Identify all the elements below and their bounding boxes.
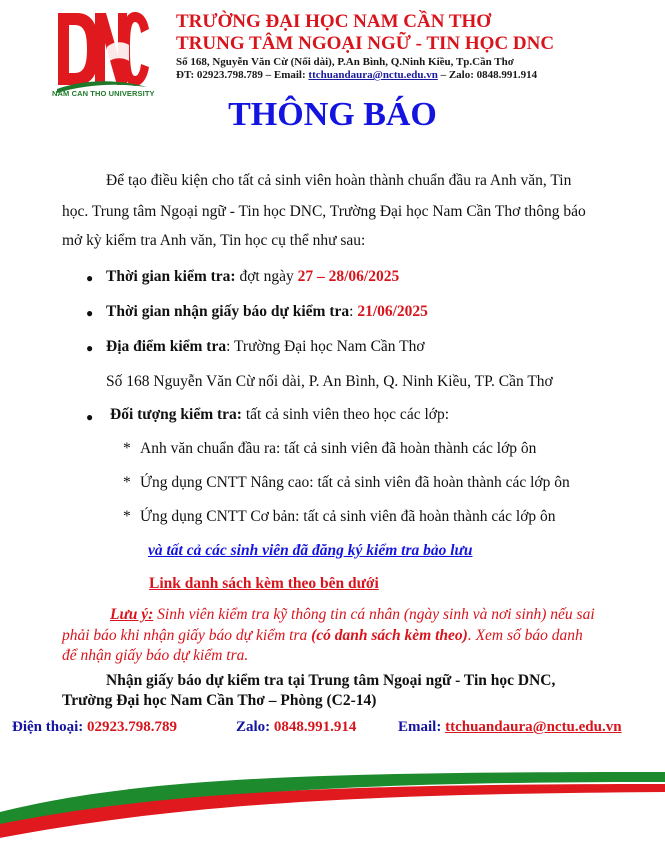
page-title: THÔNG BÁO xyxy=(228,96,437,133)
retake-note: và tất cả các sinh viên đã đăng ký kiểm tra bảo lưu xyxy=(148,542,473,559)
center-address: Số 168, Nguyễn Văn Cừ (Nối dài), P.An Bình, Q.Ninh Kiều, Tp.Cần Thơ xyxy=(176,56,514,68)
zalo-text: – Zalo: 0848.991.914 xyxy=(437,69,538,81)
intro-line-3: mở kỳ kiểm tra Anh văn, Tin học cụ thể như sau: xyxy=(62,232,366,249)
note-line-1: Lưu ý: Sinh viên kiểm tra kỹ thông tin cá nhân (ngày sinh và nơi sinh) nếu sai xyxy=(110,606,595,623)
bullet-icon: ● xyxy=(86,306,94,320)
phone-text: ĐT: 02923.798.789 – Email: xyxy=(176,69,309,81)
center-name: TRUNG TÂM NGOẠI NGỮ - TIN HỌC DNC xyxy=(176,33,555,54)
exam-time: Thời gian kiểm tra: đợt ngày 27 – 28/06/2025 xyxy=(106,268,400,285)
pickup-line-1: Nhận giấy báo dự kiểm tra tại Trung tâm Ngoại ngữ - Tin học DNC, xyxy=(106,672,556,689)
star-icon: * xyxy=(123,440,131,457)
bullet-icon: ● xyxy=(86,341,94,355)
footer-wave-decoration xyxy=(0,742,665,853)
note-line-2: phải báo khi nhận giấy báo dự kiểm tra (có danh sách kèm theo). Xem số báo danh xyxy=(62,627,583,644)
note-line-3: để nhận giấy báo dự kiểm tra. xyxy=(62,647,249,664)
contact-zalo: Zalo: 0848.991.914 xyxy=(236,719,357,735)
intro-line-2: học. Trung tâm Ngoại ngữ - Tin học DNC, Trường Đại học Nam Cần Thơ thông báo xyxy=(62,203,586,220)
star-icon: * xyxy=(123,508,131,525)
receive-time: Thời gian nhận giấy báo dự kiểm tra: 21/06/2025 xyxy=(106,303,428,320)
sub-item-it-advanced: Ứng dụng CNTT Nâng cao: tất cả sinh viên đã hoàn thành các lớp ôn xyxy=(140,474,570,491)
contact-phone: Điện thoại: 02923.798.789 xyxy=(12,719,177,735)
sub-item-it-basic: Ứng dụng CNTT Cơ bản: tất cả sinh viên đã hoàn thành các lớp ôn xyxy=(140,508,556,525)
list-link[interactable]: Link danh sách kèm theo bên dưới xyxy=(149,575,379,592)
contact-email-link[interactable]: ttchuandaura@nctu.edu.vn xyxy=(445,719,622,735)
contact-email: Email: ttchuandaura@nctu.edu.vn xyxy=(398,719,622,735)
intro-line-1: Để tạo điều kiện cho tất cả sinh viên hoàn thành chuẩn đầu ra Anh văn, Tin xyxy=(106,172,572,189)
header-email-link[interactable]: ttchuandaura@nctu.edu.vn xyxy=(308,69,438,81)
exam-location: Địa điểm kiểm tra: Trường Đại học Nam Cần Thơ xyxy=(106,338,425,355)
sub-item-english: Anh văn chuẩn đầu ra: tất cả sinh viên đã hoàn thành các lớp ôn xyxy=(140,440,537,457)
star-icon: * xyxy=(123,474,131,491)
pickup-line-2: Trường Đại học Nam Cần Thơ – Phòng (C2-14) xyxy=(62,692,377,709)
dnc-logo xyxy=(55,7,150,99)
school-name: TRƯỜNG ĐẠI HỌC NAM CẦN THƠ xyxy=(176,11,492,32)
target-group: Đối tượng kiểm tra: tất cả sinh viên theo học các lớp: xyxy=(110,406,450,423)
bullet-icon: ● xyxy=(86,410,94,424)
bullet-icon: ● xyxy=(86,271,94,285)
exam-location-address: Số 168 Nguyễn Văn Cừ nối dài, P. An Bình, Q. Ninh Kiều, TP. Cần Thơ xyxy=(106,373,553,390)
logo-caption: NAM CAN THO UNIVERSITY xyxy=(52,89,155,98)
center-contact xyxy=(176,69,537,81)
